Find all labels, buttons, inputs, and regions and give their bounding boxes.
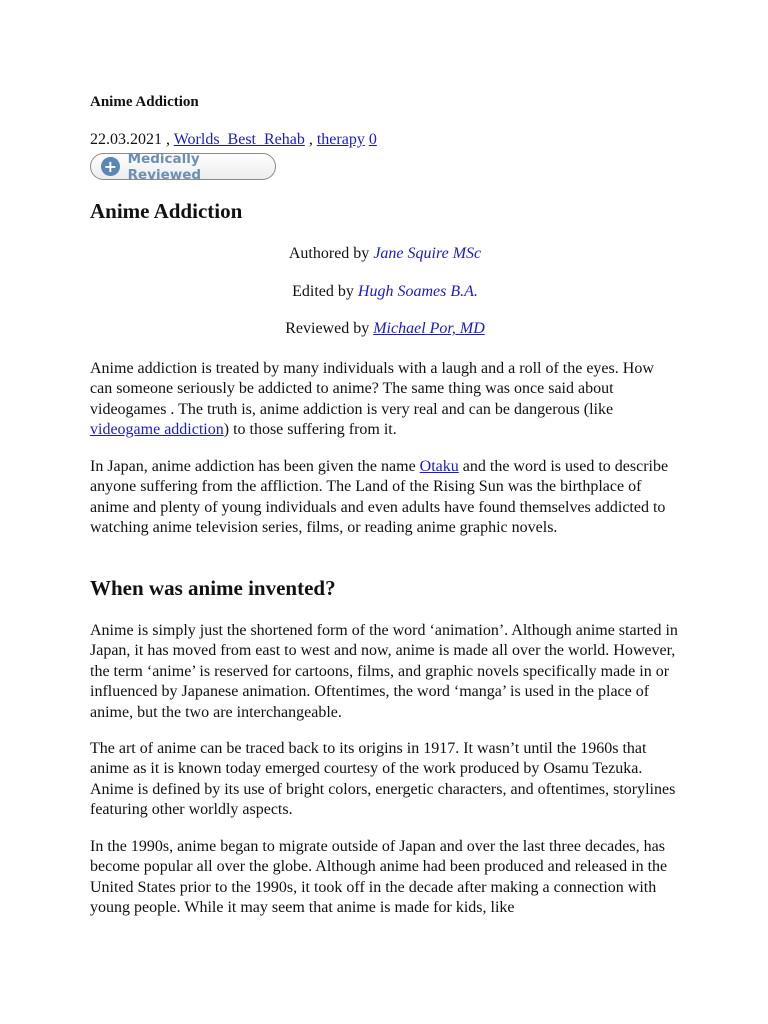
paragraph-definition: Anime is simply just the shortened form of the word ‘animation’. Although anime started in Japan, it has moved from east to west and now, anime is made all over the world. However, the term ‘anime’ is reserved for cartoons, films, and graphic novels specifically made in or influenced by Japanese animation. Oftentimes, the word ‘manga’ is used in the place of anime, but the two are interchangeable. [90, 622, 678, 721]
author-name[interactable]: Jane Squire MSc [373, 245, 482, 262]
plus-icon: + [101, 157, 120, 176]
section-heading: When was anime invented? [90, 576, 336, 600]
paragraph-history: The art of anime can be traced back to its origins in 1917. It wasn’t until the 1960s that anime as it is known today emerged courtesy of the work produced by Osamu Tezuka. Anime is defined by its use of bright colors, energetic characters, and oftentimes, storylines featuring other worldly aspects. [90, 740, 676, 819]
reviewed-by [90, 320, 680, 338]
category-link[interactable]: therapy [316, 131, 365, 148]
site-post-title: Anime Addiction [90, 94, 199, 110]
medically-reviewed-badge [90, 150, 276, 183]
otaku-link[interactable]: Otaku [419, 458, 459, 475]
reviewer-link[interactable]: Michael Por, MD [373, 320, 485, 337]
badge-label: Medically Reviewed [127, 150, 202, 183]
article-title: Anime Addiction [90, 199, 243, 223]
videogame-addiction-link[interactable]: videogame addiction [90, 421, 224, 439]
edited-by [90, 283, 680, 301]
author-link[interactable]: Worlds_Best_Rehab [173, 131, 305, 148]
editor-name[interactable]: Hugh Soames B.A. [357, 283, 478, 300]
paragraph-otaku: In Japan, anime addiction has been given the name Otaku and the word is used to describe anyone suffering from the affliction. The Land of the Rising Sun was the birthplace of anime and plenty of young individuals and even adults have found themselves addicted to watching anime television series, films, or reading anime graphic novels. [90, 458, 669, 537]
post-meta: 22.03.2021 , Worlds_Best_Rehab , therapy 0 [90, 131, 377, 148]
comment-count-link[interactable]: 0 [368, 131, 377, 148]
reviewed-prefix: Reviewed by [285, 320, 370, 337]
paragraph-1990s: In the 1990s, anime began to migrate outside of Japan and over the last three decades, has become popular all over the globe. Although anime had been produced and released in the United States prior to the 1990s, it took off in the decade after making a connection with young people. While it may seem that anime is made for kids, like [90, 838, 668, 917]
authored-by [90, 245, 680, 263]
authored-prefix: Authored by [288, 245, 370, 262]
paragraph-intro: Anime addiction is treated by many individuals with a laugh and a roll of the eyes. How can someone seriously be addicted to anime? The same thing was once said about videogames . The truth is, anime addiction is very real and can be dangerous (like videogame addiction) to those suffering from it. [90, 360, 654, 439]
post-date: 22.03.2021 [90, 131, 162, 148]
edited-prefix: Edited by [292, 283, 354, 300]
